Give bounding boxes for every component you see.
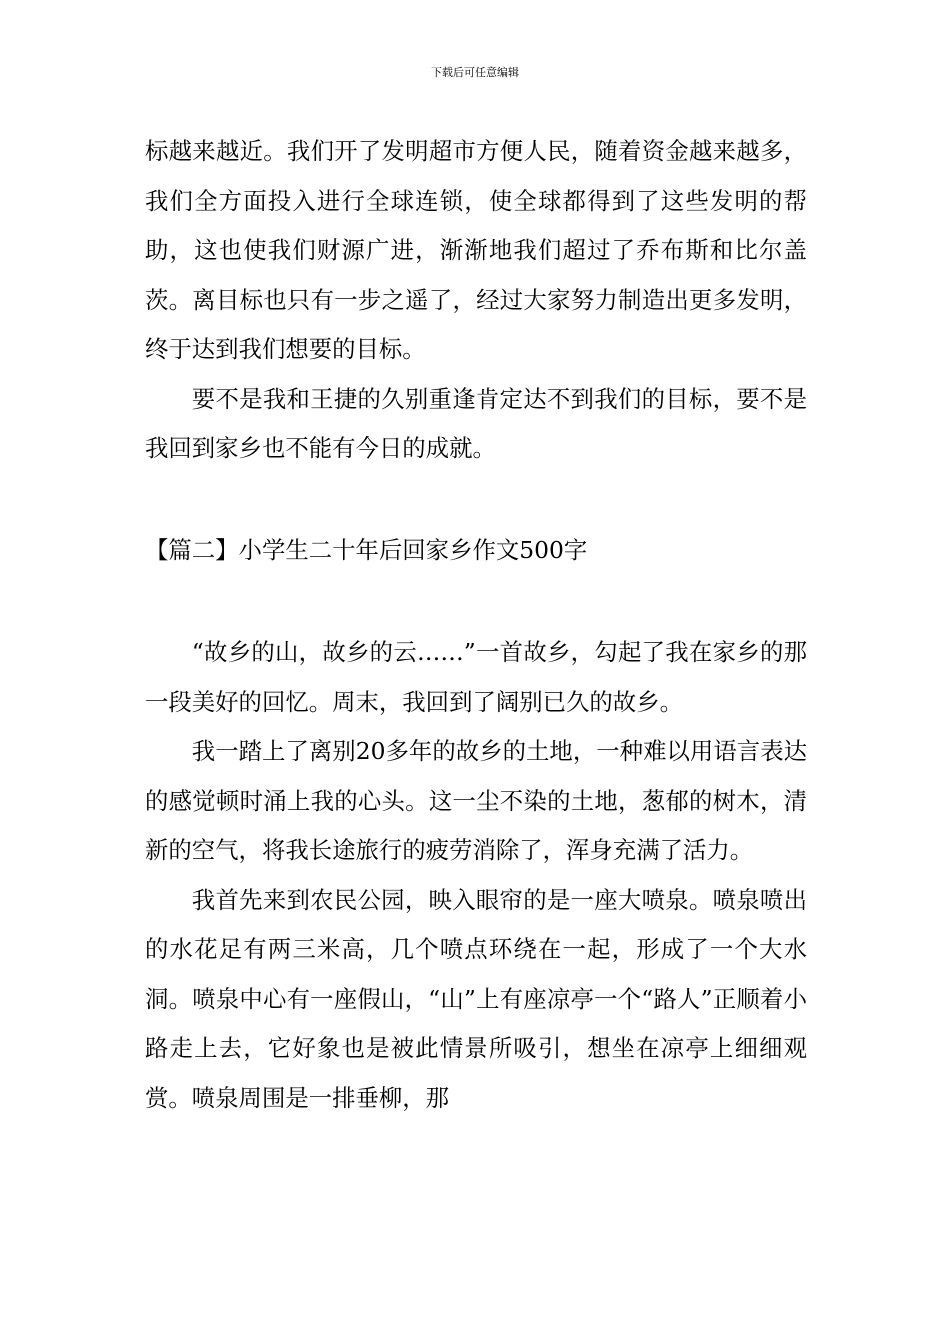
paragraph: 我一踏上了离别20多年的故乡的土地，一种难以用语言表达的感觉顿时涌上我的心头。这一尘不染的土地，葱郁的树木，清新的空气，将我长途旅行的疲劳消除了，浑身充满了活力。 — [145, 737, 807, 864]
section-title: 【篇二】小学生二十年后回家乡作文500字 — [145, 535, 588, 564]
page-header: 下载后可任意编辑 — [431, 66, 519, 79]
document-body — [145, 127, 807, 1123]
paragraph: 标越来越近。我们开了发明超市方便人民，随着资金越来越多，我们全方面投入进行全球连锁，使全球都得到了这些发明的帮助，这也使我们财源广进，渐渐地我们超过了乔布斯和比尔盖茨。离目标也只有一步之遥了，经过大家努力制造出更多发明，终于达到我们想要的目标。 — [145, 137, 807, 363]
paragraph: “故乡的山，故乡的云……”一首故乡，勾起了我在家乡的那一段美好的回忆。周末，我回到了阔别已久的故乡。 — [145, 638, 807, 716]
paragraph: 我首先来到农民公园，映入眼帘的是一座大喷泉。喷泉喷出的水花足有两三米高，几个喷点环绕在一起，形成了一个大水洞。喷泉中心有一座假山，“山”上有座凉亭一个“路人”正顺着小路走上去，它好象也是被此情景所吸引，想坐在凉亭上细细观赏。喷泉周围是一排垂柳，那 — [145, 885, 807, 1112]
paragraph: 要不是我和王捷的久别重逢肯定达不到我们的目标，要不是我回到家乡也不能有今日的成就。 — [145, 384, 807, 462]
